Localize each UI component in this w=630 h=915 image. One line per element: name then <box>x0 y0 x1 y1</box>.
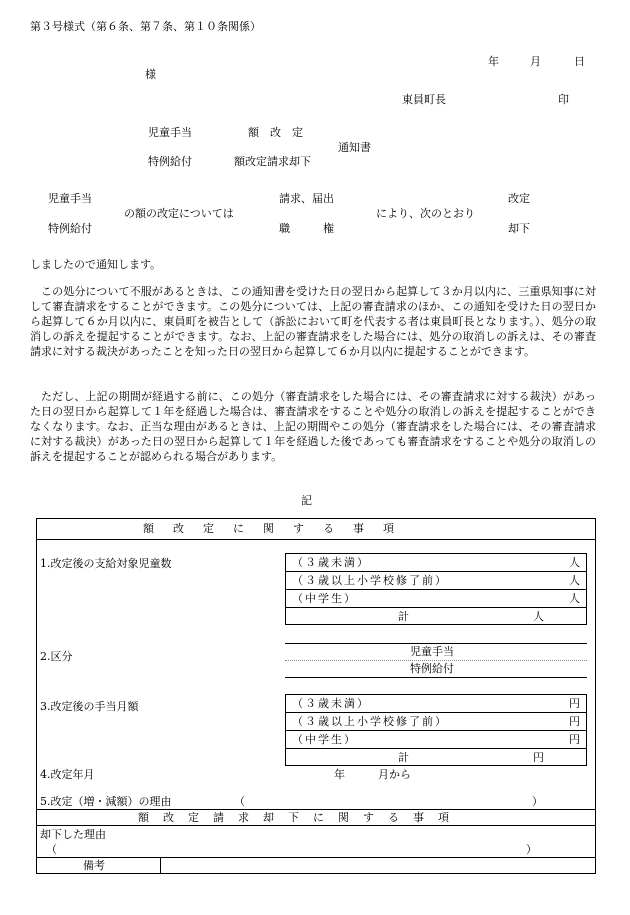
notice-paragraph-1: この処分について不服があるときは、この通知書を受けた日の翌日から起算して３か月以内に、三重県知事に対して審査請求をすることができます。この処分については、上記の審査請求のほか、この通知を受けた日の翌日から起算して６か月以内に、東員町を被告として（訴訟において町を代表する者は東員町長となります。）、処分の取消しの訴えを提起することができます。なお、上記の審査請求をした場合には、処分の取消しの訴えは、その審査請求に対する裁決があったことを知った日の翌日から起算して６か月以内に提起することができます。 <box>30 285 596 358</box>
item1-unit-1: 人 <box>569 556 580 569</box>
reject-open-paren: （ <box>46 843 57 856</box>
item3-unit-2: 円 <box>569 715 580 728</box>
intro-as-follows: により、次のとおり <box>376 207 475 220</box>
title-special-benefit: 特例給付 <box>148 155 192 168</box>
seal-mark: 印 <box>558 93 569 106</box>
item1-total-label: 計 <box>398 610 409 623</box>
item1-total-unit: 人 <box>533 610 544 623</box>
item3-row-under3: （３歳未満） <box>292 697 370 710</box>
form-number: 第３号様式（第６条、第７条、第１０条関係） <box>30 20 261 33</box>
item2-special-benefit: 特例給付 <box>410 662 454 675</box>
intro-closing: しましたので通知します。 <box>30 258 162 271</box>
intro-revision-clause: の額の改定については <box>124 207 234 220</box>
reject-reason-label: 却下した理由 <box>40 828 106 841</box>
item3-total-unit: 円 <box>533 751 544 764</box>
intro-rejected: 却下 <box>508 222 530 235</box>
item5-label: 5.改定（増・減額）の理由 <box>40 795 172 808</box>
ki-mark: 記 <box>301 494 312 507</box>
title-child-allowance: 児童手当 <box>148 126 192 139</box>
item4-month-from: 月から <box>378 768 411 781</box>
intro-child-allowance: 児童手当 <box>48 192 92 205</box>
item3-row-elementary: （３歳以上小学校修了前） <box>292 715 448 728</box>
date-day: 日 <box>574 55 585 68</box>
reject-header: 額改定請求却下に関する事項 <box>138 811 463 824</box>
item5-close-paren: ） <box>532 795 543 808</box>
date-month: 月 <box>530 55 541 68</box>
remarks-label: 備考 <box>83 859 105 872</box>
item1-label: 1.改定後の支給対象児童数 <box>40 557 172 570</box>
item5-open-paren: （ <box>234 795 245 808</box>
item3-total-label: 計 <box>398 751 409 764</box>
date-year: 年 <box>488 55 499 68</box>
notice-paragraph-2: ただし、上記の期間が経過する前に、この処分（審査請求をした場合には、その審査請求に対する裁決）があった日の翌日から起算して１年を経過した場合は、審査請求をすることや処分の取消しの訴えを提起することができなくなります。なお、正当な理由があるときは、上記の期間やこの処分（審査請求をした場合には、その審査請求に対する裁決）があった日の翌日から起算して１年を経過した後であっても審査請求をすることや処分の取消しの訴えを提起することが認められる場合があります。 <box>30 390 596 463</box>
item4-label: 4.改定年月 <box>40 768 95 781</box>
item1-unit-2: 人 <box>569 574 580 587</box>
item1-row-middle-school: （中学生） <box>292 592 357 605</box>
intro-special-benefit: 特例給付 <box>48 222 92 235</box>
intro-request-filing: 請求、届出 <box>279 192 334 205</box>
title-amount-revision: 額 改 定 <box>248 126 303 139</box>
item3-label: 3.改定後の手当月額 <box>40 700 139 713</box>
title-request-rejection: 額改定請求却下 <box>234 155 311 168</box>
item4-year: 年 <box>334 768 345 781</box>
item2-label: 2.区分 <box>40 650 73 663</box>
table-header: 額改定に関する事項 <box>143 522 413 535</box>
issuer-name: 東員町長 <box>402 93 446 106</box>
reject-close-paren: ） <box>526 843 537 856</box>
intro-ex-officio: 職 権 <box>279 222 334 235</box>
item3-unit-1: 円 <box>569 697 580 710</box>
item1-row-under3: （３歳未満） <box>292 556 370 569</box>
item3-row-middle-school: （中学生） <box>292 733 357 746</box>
intro-revised: 改定 <box>508 192 530 205</box>
item2-child-allowance: 児童手当 <box>410 645 454 658</box>
addressee-suffix: 様 <box>145 68 156 81</box>
item1-row-elementary: （３歳以上小学校修了前） <box>292 574 448 587</box>
item1-unit-3: 人 <box>569 592 580 605</box>
item3-unit-3: 円 <box>569 733 580 746</box>
title-notice: 通知書 <box>338 141 371 154</box>
